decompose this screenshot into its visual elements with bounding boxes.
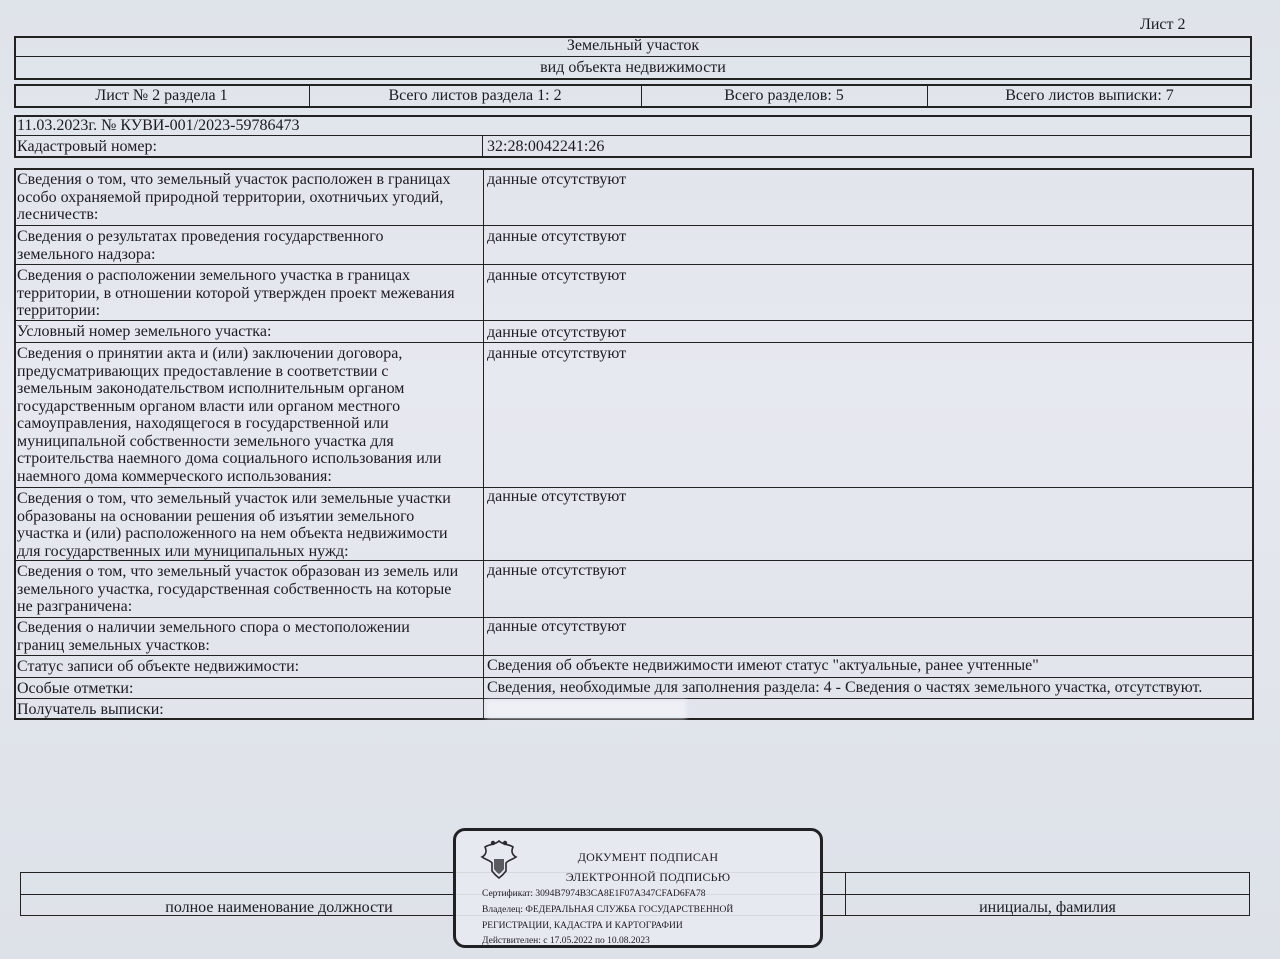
stamp-line-signed: ДОКУМЕНТ ПОДПИСАН [577,850,719,864]
total-sections: Всего разделов: 5 [724,87,844,104]
row-value-land-dispute: данные отсутствуют [487,618,627,635]
row-label-record-status: Статус записи об объекте недвижимости: [17,658,300,675]
table-row-divider [14,342,1254,343]
table-row-divider [14,560,1254,561]
cadastral-label: Кадастровый номер: [17,138,157,155]
stamp-owner-line2: РЕГИСТРАЦИИ, КАДАСТРА И КАРТОГРАФИИ [482,921,683,931]
electronic-signature-stamp [453,828,823,948]
table-row-divider [14,677,1254,678]
row-value-land-supervision: данные отсутствуют [487,228,627,245]
sheet-of-section: Лист № 2 раздела 1 [95,87,228,104]
table-column-divider [483,168,484,720]
stamp-line-electronic: ЭЛЕКТРОННОЙ ПОДПИСЬЮ [565,870,731,884]
cadastral-divider [482,135,483,158]
row-label-rental-house-act: Сведения о принятии акта и (или) заключении договора, предусматривающих предоставление в соответствии с земельным законодательством исполнительным органом государственным органом власти или органом местного самоуправления, находящегося в государственной или муниципальной собственности земельного участка для строительства наемного дома социального использования или наемного дома коммерческого использования: [17,345,442,485]
row-value-record-status: Сведения об объекте недвижимости имеют статус "актуальные, ранее учтенные" [487,657,1039,674]
row-value-special-notes: Сведения, необходимые для заполнения раздела: 4 - Сведения о частях земельного участка, отсутствуют. [487,679,1203,696]
row-label-land-supervision: Сведения о результатах проведения государственного земельного надзора: [17,228,384,263]
row-value-survey-project: данные отсутствуют [487,267,627,284]
table-row-divider [14,225,1254,226]
sheet-label: Лист 2 [1140,16,1186,33]
object-subtitle: вид объекта недвижимости [540,59,726,76]
row-label-survey-project: Сведения о расположении земельного участка в границах территории, в отношении которой утвержден проект межевания территории: [17,267,455,319]
table-row-divider [14,655,1254,656]
doc-ref-divider [14,135,1252,136]
title-divider [14,56,1252,57]
position-caption: полное наименование должности [165,899,393,916]
row-label-land-dispute: Сведения о наличии земельного спора о местоположении границ земельных участков: [17,619,410,654]
row-value-conditional-number: данные отсутствуют [487,324,627,341]
row-label-protected-territory: Сведения о том, что земельный участок расположен в границах особо охраняемой природной территории, охотничьих угодий, лесничеств: [17,171,451,223]
row-value-protected-territory: данные отсутствуют [487,171,627,188]
table-row-divider [14,264,1254,265]
stamp-owner: Владелец: ФЕДЕРАЛЬНАЯ СЛУЖБА ГОСУДАРСТВЕННОЙ [482,905,734,915]
stamp-certificate: Сертификат: 3094B7974B3CA8E1F07A347CFAD6FA78 [482,889,706,899]
total-sheets-section: Всего листов раздела 1: 2 [388,87,562,104]
row-label-seizure-decision: Сведения о том, что земельный участок или земельные участки образованы на основании решения об изъятии земельного участка и (или) расположенного на нем объекта недвижимости для государственных или муниципальных нужд: [17,490,451,560]
cadastral-number: 32:28:0042241:26 [487,138,605,155]
table-row-divider [14,698,1254,699]
object-title: Земельный участок [566,37,700,54]
row-label-undelimited-land: Сведения о том, что земельный участок образован из земель или земельного участка, государственная собственность на которые не разграничена: [17,563,459,615]
row-label-recipient: Получатель выписки: [17,701,164,718]
row-label-conditional-number: Условный номер земельного участка: [17,323,272,340]
row-label-special-notes: Особые отметки: [17,680,134,697]
row-value-rental-house-act: данные отсутствуют [487,345,627,362]
total-sheets-extract: Всего листов выписки: 7 [1005,87,1174,104]
row-value-undelimited-land: данные отсутствуют [487,562,627,579]
row-value-seizure-decision: данные отсутствуют [487,488,627,505]
stamp-validity: Действителен: с 17.05.2022 по 10.08.2023 [482,936,650,946]
name-caption: инициалы, фамилия [979,899,1116,916]
recipient-redaction [486,700,686,718]
doc-ref-number: 11.03.2023г. № КУВИ-001/2023-59786473 [17,117,300,134]
table-row-divider [14,320,1254,321]
